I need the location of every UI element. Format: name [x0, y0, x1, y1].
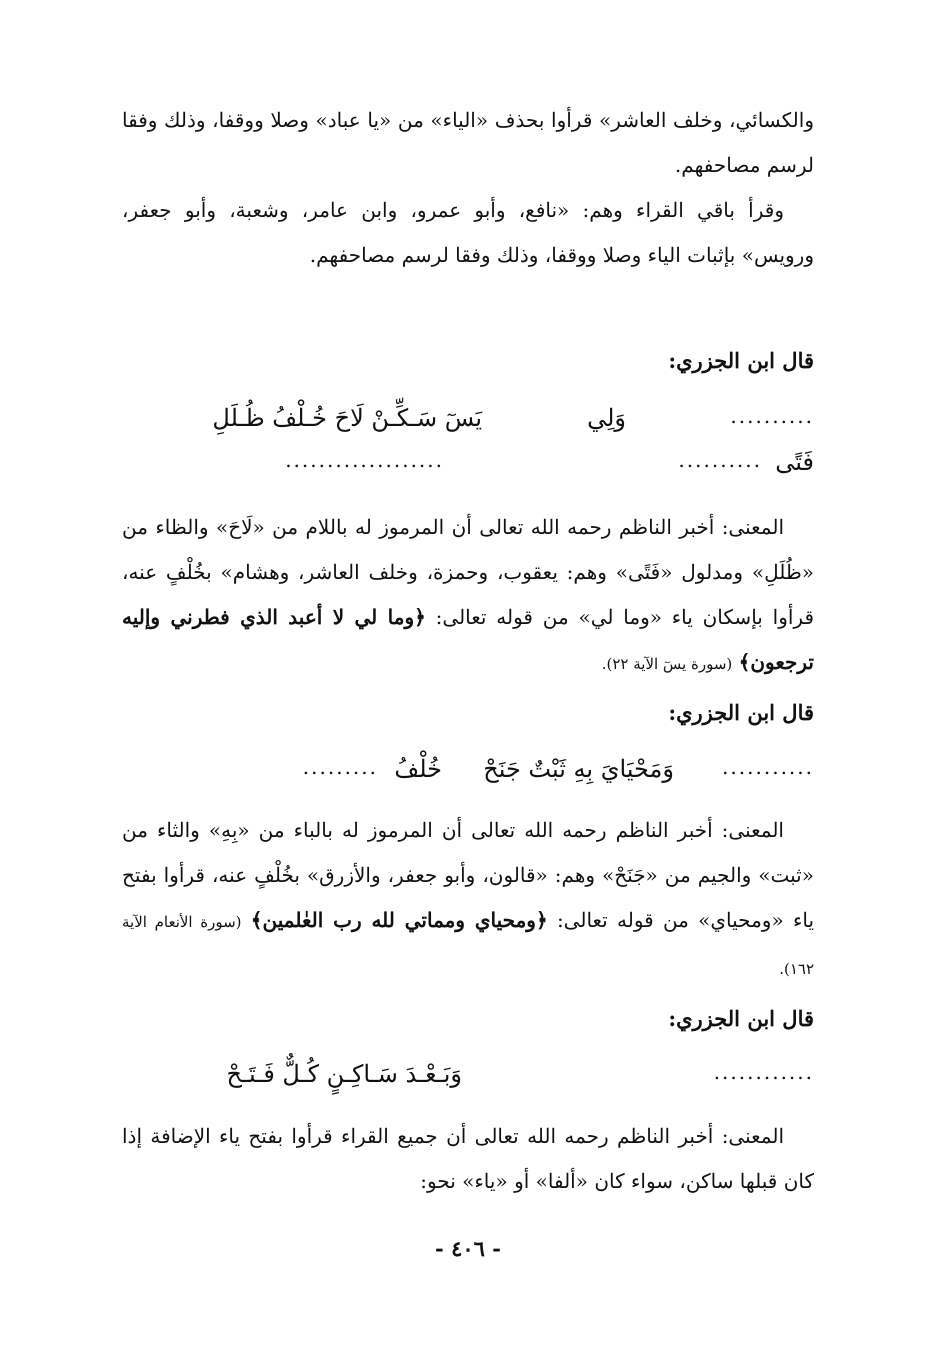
quran-quote: ﴿وما لي لا أعبد الذي فطرني وإليه ترجعون﴾ — [122, 605, 814, 674]
section-3-header-wrap — [122, 1006, 814, 1031]
quran-reference: (سورة يسٓ الآية ٢٢). — [601, 655, 733, 673]
section-3-verse-line — [122, 1060, 814, 1100]
intro-paragraph-1: والكسائي، وخلف العاشر» قرأوا بحذف «الياء» من «يا عباد» وصلا ووقفا، وذلك وفقا لرسم مصاحفهم. — [122, 108, 814, 177]
verse-dots: ............ — [713, 1060, 814, 1084]
intro-block — [122, 98, 814, 278]
quran-reference: (سورة الأنعام الآية ١٦٢). — [122, 913, 814, 978]
section-2-header-wrap — [122, 700, 814, 725]
page-number: - ٤٠٦ - — [435, 1236, 501, 1261]
verse-word: خُلْفُ — [394, 755, 442, 783]
verse-hemistich: وَبَـعْـدَ سَـاكِـنٍ كُـلٌّ فَـتَـحْ — [226, 1060, 462, 1088]
section-2-meaning — [122, 808, 814, 992]
verse-word: وَلِي — [587, 404, 626, 432]
section-1-header-wrap — [122, 348, 814, 373]
section-1-verse-line-1 — [122, 404, 814, 444]
meaning-text: المعنى: أخبر الناظم رحمه الله تعالى أن جميع القراء قرأوا بفتح ياء الإضافة إذا كان قبلها ساكن، سواء كان «ألفا» أو «ياء» نحو: — [122, 1124, 814, 1193]
meaning-text: المعنى: أخبر الناظم رحمه الله تعالى أن المرموز له بالباء من «بِهِ» والثاء من «ثبت» والجيم من «جَنَحْ» وهم: «قالون، وأبو جعفر، والأزرق» بخُلْفٍ عنه، قرأوا بفتح ياء «ومحياي» من قوله تعالى: — [122, 818, 815, 932]
quran-quote: ﴿ومحياي ومماتي لله رب العٰلمين﴾ — [250, 908, 548, 932]
verse-dots: .......... — [730, 404, 814, 428]
verse-hemistich: يَسٓ سَـكِّـنْ لَاحَ خُـلْفُ ظُـلَلِ — [212, 404, 482, 432]
section-2-header: قال ابن الجزري: — [668, 700, 814, 725]
verse-hemistich: وَمَحْيَايَ بِهِ ثَبْتٌ جَنَحْ — [483, 755, 674, 783]
meaning-text: المعنى: أخبر الناظم رحمه الله تعالى أن المرموز له باللام من «لَاحَ» والظاء من «ظُلَلِ» ومدلول «فَتًى» وهم: يعقوب، وحمزة، وخلف العاشر، وهشام» بخُلْفٍ عنه، قرأوا بإسكان ياء «وما لي» من قوله تعالى: — [122, 515, 815, 629]
section-1-meaning — [122, 505, 814, 687]
intro-paragraph-2: وقرأ باقي القراء وهم: «نافع، وأبو عمرو، وابن عامر، وشعبة، وأبو جعفر، ورويس» بإثبات الياء وصلا ووقفا، وذلك وفقا لرسم مصاحفهم. — [122, 198, 814, 267]
section-3-meaning — [122, 1114, 814, 1204]
section-3-header: قال ابن الجزري: — [668, 1006, 814, 1031]
verse-dots: ........... — [722, 755, 814, 779]
verse-dots: ................... — [285, 448, 444, 472]
section-1-verse-line-2 — [122, 448, 814, 488]
verse-word: فَتًى — [775, 448, 814, 476]
section-1-header: قال ابن الجزري: — [668, 348, 814, 373]
section-2-verse-line — [122, 755, 814, 795]
verse-dots: .......... — [678, 448, 762, 472]
verse-dots: ......... — [302, 755, 378, 779]
